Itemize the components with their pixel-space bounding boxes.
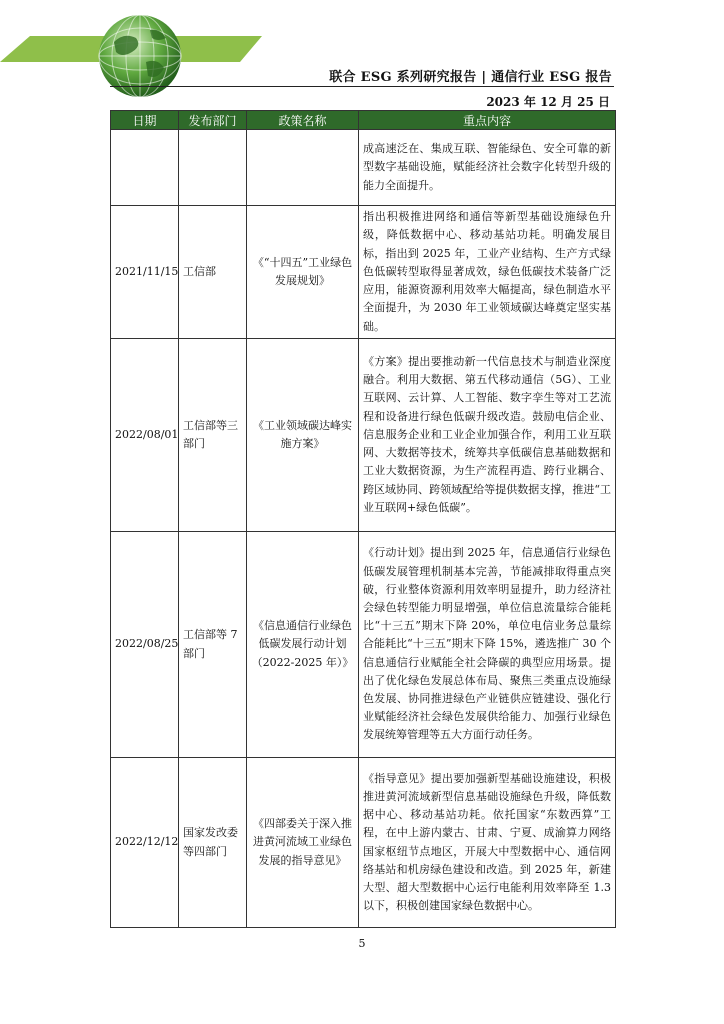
row-date — [111, 130, 179, 206]
table-row — [111, 532, 616, 758]
report-date: 2023 年 12 月 25 日 — [486, 95, 610, 109]
page-number: 5 — [358, 937, 366, 950]
row-dept: 工信部 — [179, 206, 247, 339]
row-key-content: 《方案》提出要推动新一代信息技术与制造业深度融合。利用大数据、第五代移动通信（5G）、工业互联网、云计算、人工智能、数字孪生等对工艺流程和设备进行绿色低碳升级改造。鼓励电信企业、信息服务企业和工业企业加强合作，利用工业互联网、大数据等技术，统筹共享低碳信息基础数据和工业大数据资源，为生产流程再造、跨行业耦合、跨区域协同、跨领域配给等提供数据支撑，推进“工业互联网+绿色低碳”。 — [359, 339, 616, 532]
row-policy-name: 《工业领域碳达峰实施方案》 — [247, 339, 359, 532]
column-header-key-content: 重点内容 — [359, 111, 616, 130]
column-header-date: 日期 — [111, 111, 179, 130]
row-dept: 工信部等三部门 — [179, 339, 247, 532]
column-header-dept: 发布部门 — [179, 111, 247, 130]
row-dept: 工信部等 7 部门 — [179, 532, 247, 758]
table-row — [111, 130, 616, 206]
row-key-content: 《行动计划》提出到 2025 年，信息通信行业绿色低碳发展管理机制基本完善，节能减排取得重点突破，行业整体资源利用效率明显提升，助力经济社会绿色转型能力明显增强，单位信息流量综合能耗比“十三五”期末下降 20%，单位电信业务总量综合能耗比“十三五”期末下降 15%，遴选推广 30 个信息通信行业赋能全社会降碳的典型应用场景。提出了优化绿色发展总体布局、聚焦三类重点设施绿色发展、协同推进绿色产业链供应链建设、强化行业赋能经济社会绿色发展供给能力、加强行业绿色发展统筹管理等五大方面行动任务。 — [359, 532, 616, 758]
row-dept — [179, 130, 247, 206]
row-dept: 国家发改委等四部门 — [179, 758, 247, 928]
table-row — [111, 206, 616, 339]
table-header-row — [111, 111, 616, 130]
row-key-content: 指出积极推进网络和通信等新型基础设施绿色升级，降低数据中心、移动基站功耗。明确发展目标，指出到 2025 年，工业产业结构、生产方式绿色低碳转型取得显著成效，绿色低碳技术装备广泛应用，能源资源利用效率大幅提高，绿色制造水平全面提升，为 2030 年工业领域碳达峰奠定坚实基础。 — [359, 206, 616, 339]
row-policy-name: 《四部委关于深入推进黄河流域工业绿色发展的指导意见》 — [247, 758, 359, 928]
row-date: 2022/12/12 — [111, 758, 179, 928]
row-date: 2021/11/15 — [111, 206, 179, 339]
report-title: 联合 ESG 系列研究报告 | 通信行业 ESG 报告 — [329, 70, 612, 85]
policy-table — [110, 110, 616, 928]
header-divider — [110, 86, 614, 87]
row-policy-name: 《“十四五”工业绿色发展规划》 — [247, 206, 359, 339]
table-row — [111, 339, 616, 532]
row-key-content: 成高速泛在、集成互联、智能绿色、安全可靠的新型数字基础设施，赋能经济社会数字化转型升级的能力全面提升。 — [359, 130, 616, 206]
column-header-policy-name: 政策名称 — [247, 111, 359, 130]
table-row — [111, 758, 616, 928]
row-policy-name — [247, 130, 359, 206]
row-key-content: 《指导意见》提出要加强新型基础设施建设，积极推进黄河流域新型信息基础设施绿色升级，降低数据中心、移动基站功耗。依托国家“东数西算”工程，在中上游内蒙古、甘肃、宁夏、成渝算力网络国家枢纽节点地区，开展大中型数据中心、通信网络基站和机房绿色建设和改造。到 2025 年，新建大型、超大型数据中心运行电能利用效率降至 1.3 以下，积极创建国家绿色数据中心。 — [359, 758, 616, 928]
row-date: 2022/08/01 — [111, 339, 179, 532]
row-policy-name: 《信息通信行业绿色低碳发展行动计划（2022-2025 年）》 — [247, 532, 359, 758]
row-date: 2022/08/25 — [111, 532, 179, 758]
